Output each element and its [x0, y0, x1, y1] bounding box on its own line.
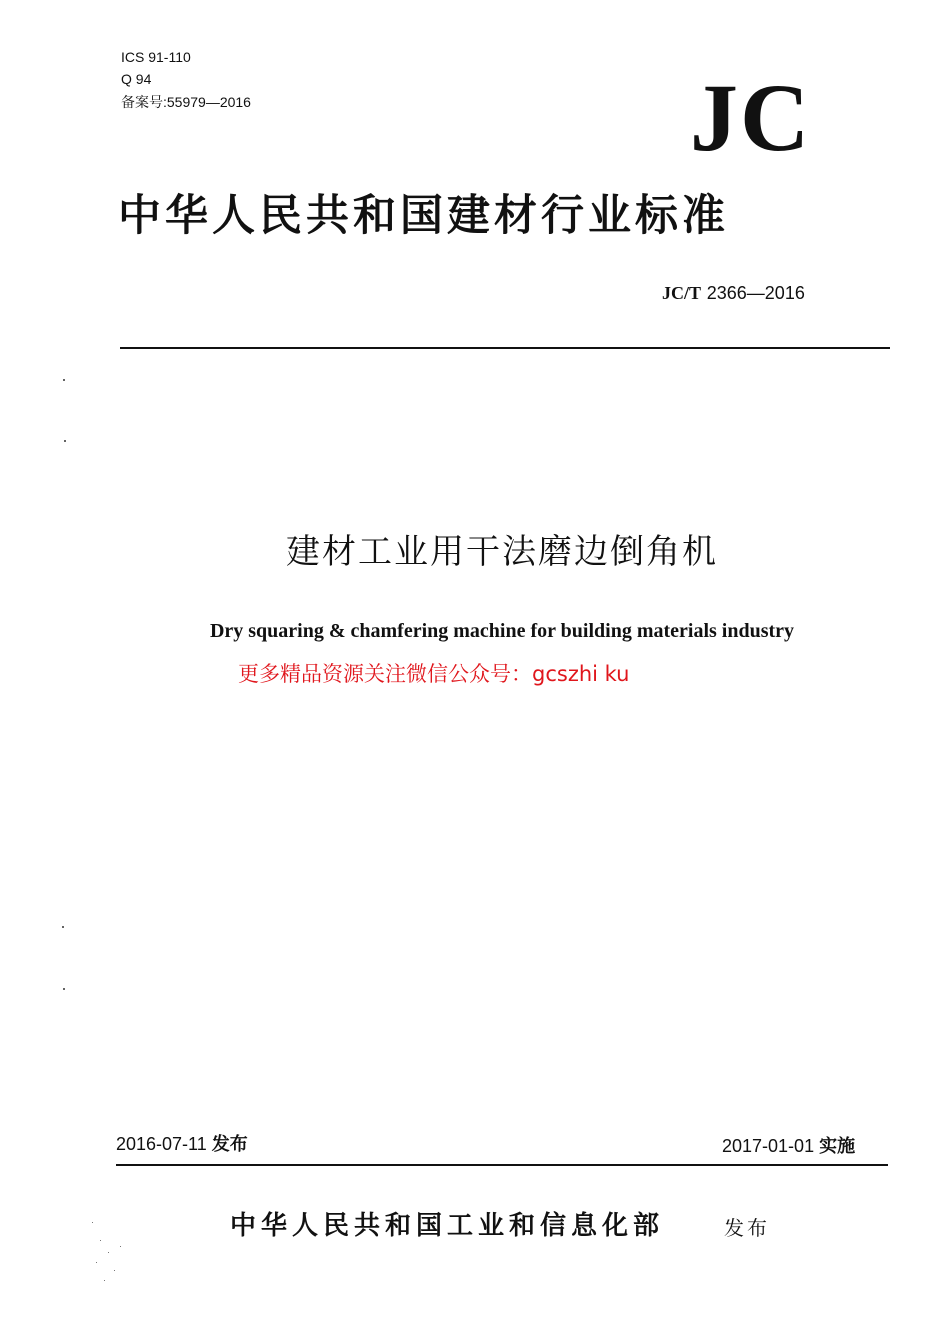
standard-code-prefix: JC/T: [662, 283, 702, 303]
scan-speckle: [114, 1270, 115, 1271]
ics-code: ICS 91-110: [121, 49, 191, 65]
standard-code-number: 2366—2016: [706, 283, 805, 303]
standard-category-title: 中华人民共和国建材行业标准: [118, 191, 729, 241]
standard-code: [662, 282, 805, 305]
record-number: 备案号:55979—2016: [121, 94, 251, 110]
scan-mark: [64, 440, 66, 442]
document-title-cn: 建材工业用干法磨边倒角机: [286, 532, 718, 572]
scan-mark: [63, 988, 65, 990]
bottom-divider: [116, 1164, 888, 1166]
issue-date-suffix: 发布: [211, 1134, 248, 1155]
scan-speckle: [100, 1240, 101, 1241]
document-title-en: Dry squaring & chamfering machine for building materials industry: [209, 620, 795, 642]
class-code: Q 94: [121, 71, 152, 87]
top-divider: [120, 347, 890, 349]
promo-text: 更多精品资源关注微信公众号：gcszhi ku: [238, 662, 630, 686]
issue-date: [116, 1132, 248, 1157]
issue-date-value: 2016-07-11: [116, 1134, 207, 1154]
scan-speckle: [104, 1280, 105, 1281]
scan-speckle: [120, 1246, 121, 1247]
publish-label: 发布: [724, 1216, 770, 1240]
scan-mark: [62, 926, 64, 928]
publisher-name: 中华人民共和国工业和信息化部: [230, 1211, 665, 1241]
effective-date: [722, 1134, 855, 1159]
effective-date-suffix: 实施: [819, 1136, 856, 1157]
effective-date-value: 2017-01-01: [722, 1136, 815, 1156]
scan-speckle: [92, 1222, 93, 1223]
scan-speckle: [108, 1252, 109, 1253]
scan-speckle: [96, 1262, 97, 1263]
jc-logo: JC: [690, 64, 812, 171]
scan-mark: [63, 379, 65, 381]
